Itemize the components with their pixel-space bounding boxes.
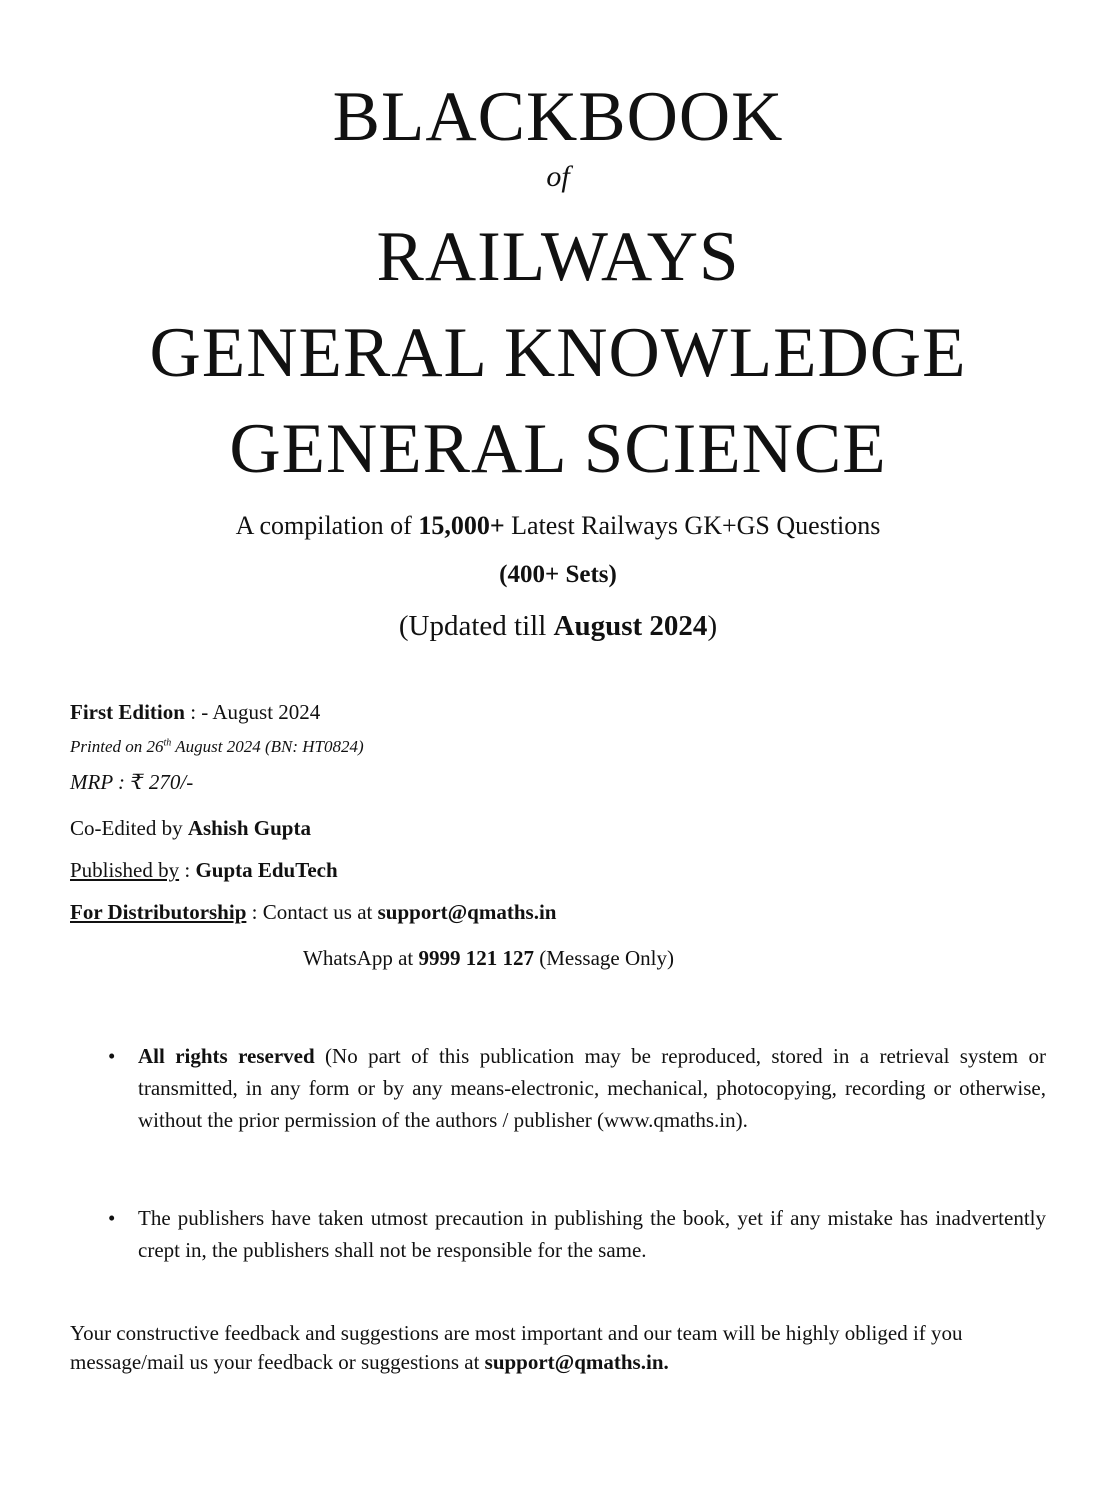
distribution-label: For Distributorship [70, 900, 247, 924]
whatsapp-post: (Message Only) [533, 946, 674, 970]
feedback-text: Your constructive feedback and suggestions are most important and our team will be highly obliged if you message/mail us your feedback or suggestions at [70, 1321, 963, 1374]
distribution-sep: : Contact us at [246, 900, 378, 924]
edition-value: August 2024 [212, 700, 321, 724]
subtitle-pre: A compilation of [235, 511, 419, 540]
subtitle-sets: (400+ Sets) [499, 561, 617, 588]
updated-pre: (Updated till [398, 610, 554, 642]
edition-sep: : - [184, 700, 213, 724]
printed-post: August 2024 (BN: HT0824) [171, 737, 364, 756]
title-railways: RAILWAYS [376, 218, 740, 296]
published-line [70, 858, 338, 883]
whatsapp-pre: WhatsApp at [303, 946, 419, 970]
bullet-precaution [108, 1202, 1046, 1266]
published-sep: : [179, 858, 196, 882]
printed-sup: th [163, 737, 172, 749]
bullet-icon: • [108, 1206, 116, 1230]
feedback-email: support@qmaths.in. [484, 1350, 669, 1374]
publisher-name: Gupta EduTech [195, 858, 338, 882]
title-general-science: GENERAL SCIENCE [229, 410, 887, 488]
subtitle-updated [0, 610, 1116, 643]
distribution-line [70, 900, 556, 925]
bullet-bold: All rights reserved [138, 1044, 315, 1068]
whatsapp-line [303, 946, 674, 971]
bullet-text: (No part of this publication may be reproduced, stored in a retrieval system or transmitted, in any form or by any means-electronic, mechanical, photocopying, recording or otherwise, without the prior permission of the authors / publisher (www.qmaths.in). [138, 1044, 1046, 1132]
bullet-rights [108, 1040, 1046, 1136]
distribution-email: support@qmaths.in [377, 900, 557, 924]
coedited-line [70, 816, 311, 841]
printed-line [70, 737, 364, 757]
printed-pre: Printed on 26 [70, 737, 164, 756]
edition-label: First Edition [70, 700, 185, 724]
bullet-icon: • [108, 1044, 116, 1068]
published-label: Published by [70, 858, 180, 882]
edition-line [70, 700, 320, 725]
coedited-label: Co-Edited by [70, 816, 188, 840]
updated-date: August 2024 [553, 610, 708, 642]
mrp: MRP : ₹ 270/- [70, 770, 194, 794]
updated-post: ) [707, 610, 718, 642]
title-blackbook: BLACKBOOK [332, 78, 784, 156]
feedback-paragraph [70, 1319, 1050, 1377]
whatsapp-number: 9999 121 127 [418, 946, 534, 970]
coeditor-name: Ashish Gupta [187, 816, 311, 840]
bullet-text: The publishers have taken utmost precaution in publishing the book, yet if any mistake has inadvertently crept in, the publishers shall not be responsible for the same. [138, 1206, 1046, 1262]
question-count: 15,000+ [418, 511, 505, 540]
subtitle-compilation [0, 511, 1116, 541]
subtitle-post: Latest Railways GK+GS Questions [504, 511, 881, 540]
title-of: of [546, 160, 570, 193]
title-general-knowledge: GENERAL KNOWLEDGE [149, 314, 967, 392]
